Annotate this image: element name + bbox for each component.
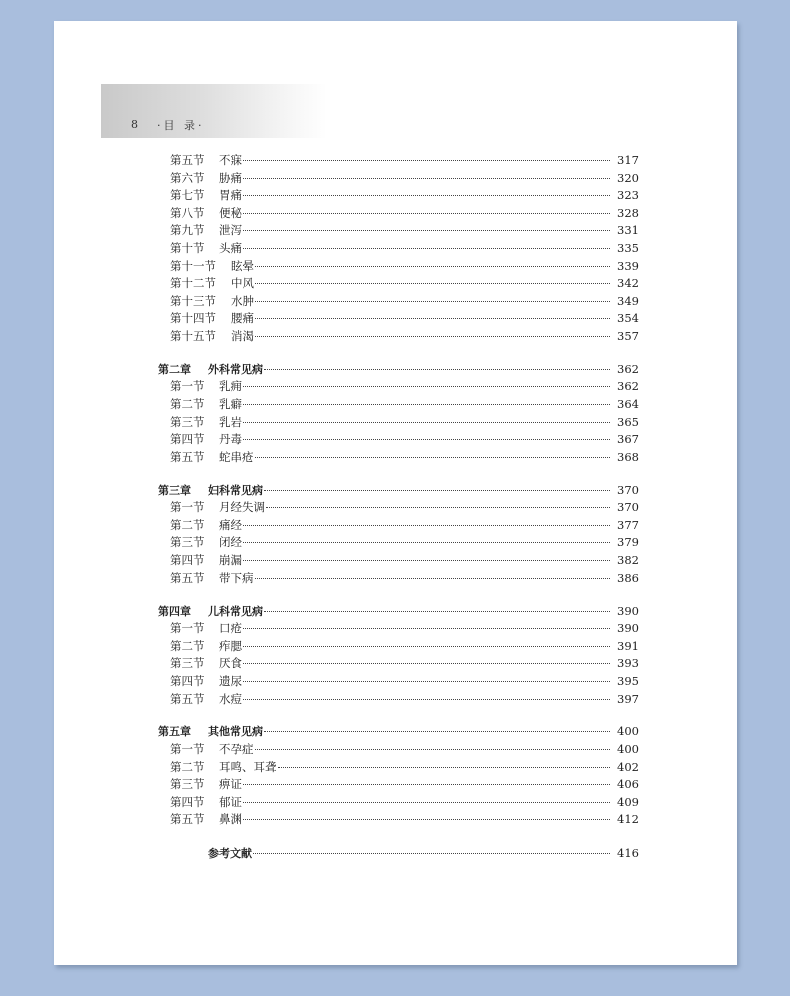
dot-leader — [243, 178, 610, 179]
toc-entry-title: 郁证 — [219, 794, 242, 809]
toc-section-entry — [158, 170, 639, 188]
toc-section-entry — [158, 534, 639, 552]
toc-chapter-entry — [158, 361, 639, 379]
toc-entry-title: 儿科常见病 — [208, 604, 263, 618]
toc-entry-title: 闭经 — [219, 535, 242, 550]
toc-page-number: 409 — [617, 794, 639, 809]
toc-page-number: 364 — [617, 397, 639, 412]
toc-page-number: 386 — [617, 570, 639, 585]
toc-entry-label: 第三节 — [170, 535, 205, 550]
dot-leader — [243, 699, 610, 700]
toc-page-number: 320 — [617, 170, 639, 185]
dot-leader — [255, 457, 611, 458]
toc-chapter-entry — [158, 603, 639, 621]
toc-entry-title: 厌食 — [219, 656, 242, 671]
toc-section-entry — [158, 222, 639, 240]
toc-section-entry — [158, 741, 639, 759]
toc-section-entry — [158, 414, 639, 432]
toc-page-number: 331 — [617, 223, 639, 238]
toc-section-entry — [158, 275, 639, 293]
toc-page-number: 391 — [617, 638, 639, 653]
spacer — [158, 587, 639, 602]
toc-page-number: 379 — [617, 535, 639, 550]
toc-entry-label: 第三节 — [170, 656, 205, 671]
toc-entry-label: 第三节 — [170, 777, 205, 792]
toc-page-number: 342 — [617, 276, 639, 291]
toc-page-number: 390 — [617, 603, 639, 618]
toc-entry-label: 第二节 — [170, 759, 205, 774]
dot-leader — [243, 195, 610, 196]
toc-entry-label: 第一节 — [170, 621, 205, 636]
toc-entry-title: 丹毒 — [219, 432, 242, 447]
toc-entry-label: 第十二节 — [170, 276, 216, 291]
toc-entry-label: 第十四节 — [170, 311, 216, 326]
toc-page-number: 362 — [617, 361, 639, 376]
dot-leader — [243, 160, 610, 161]
toc-entry-title: 月经失调 — [219, 500, 265, 515]
toc-section-entry — [158, 258, 639, 276]
toc-entry-title: 耳鸣、耳聋 — [219, 759, 277, 774]
toc-entry-title: 消渴 — [231, 328, 254, 343]
toc-entry-label: 第八节 — [170, 205, 205, 220]
toc-section-entry — [158, 776, 639, 794]
toc-section-entry — [158, 794, 639, 812]
toc-page-number: 382 — [617, 553, 639, 568]
dot-leader — [243, 525, 610, 526]
dot-leader — [243, 404, 610, 405]
toc-section-entry — [158, 655, 639, 673]
toc-entry-label: 第二节 — [170, 517, 205, 532]
dot-leader — [243, 646, 610, 647]
toc-section-entry — [158, 517, 639, 535]
toc-entry-label: 第四节 — [170, 553, 205, 568]
toc-entry-title: 乳痈 — [219, 379, 242, 394]
toc-section-entry — [158, 449, 639, 467]
toc-entry-title: 水肿 — [231, 293, 254, 308]
dot-leader — [243, 628, 610, 629]
toc-entry-title: 口疮 — [219, 621, 242, 636]
toc-page-number: 400 — [617, 742, 639, 756]
toc-page-number: 367 — [617, 432, 639, 447]
toc-entry-label: 第五节 — [170, 691, 205, 706]
toc-section-entry — [158, 570, 639, 588]
running-title: ·目 录· — [157, 119, 205, 132]
toc-entry-title: 不孕症 — [219, 742, 254, 756]
toc-page-number: 339 — [617, 258, 639, 273]
toc-entry-title: 乳癖 — [219, 397, 242, 412]
toc-entry-title: 蛇串疮 — [219, 449, 254, 464]
dot-leader — [243, 784, 610, 785]
toc-entry-title: 胃痛 — [219, 188, 242, 203]
toc-entry-title: 痛经 — [219, 517, 242, 532]
toc-entry-label: 第四节 — [170, 673, 205, 688]
toc-chapter-entry — [158, 482, 639, 500]
toc-entry-label: 第十五节 — [170, 328, 216, 343]
toc-entry-title: 妇科常见病 — [208, 483, 263, 497]
toc-section-entry — [158, 811, 639, 829]
dot-leader — [243, 663, 610, 664]
toc-entry-title: 参考文献 — [208, 846, 252, 860]
toc-section-entry — [158, 328, 639, 346]
dot-leader — [255, 318, 610, 319]
toc-page-number: 406 — [617, 777, 639, 792]
toc-entry-label: 第三章 — [158, 483, 191, 497]
toc-entry-title: 带下病 — [219, 570, 254, 585]
toc-entry-title: 泄泻 — [219, 223, 242, 238]
toc-section-entry — [158, 152, 639, 170]
toc-section-entry — [158, 552, 639, 570]
toc-page-number: 365 — [617, 414, 639, 429]
toc-section-entry — [158, 499, 639, 517]
toc-entry-label: 第一节 — [170, 379, 205, 394]
toc-entry-label: 第四节 — [170, 794, 205, 809]
toc-section-entry — [158, 620, 639, 638]
toc-section-entry — [158, 187, 639, 205]
toc-entry-label: 第四章 — [158, 604, 191, 618]
toc-entry-label: 第十三节 — [170, 293, 216, 308]
toc-entry-title: 便秘 — [219, 205, 242, 220]
dot-leader — [243, 681, 610, 682]
toc-entry-title: 胁痛 — [219, 170, 242, 185]
toc-entry-label: 第一节 — [170, 500, 205, 515]
dot-leader — [255, 266, 610, 267]
dot-leader — [243, 213, 610, 214]
toc-page-number: 377 — [617, 517, 639, 532]
toc-entry-label: 第一节 — [170, 742, 205, 756]
dot-leader — [266, 507, 610, 508]
toc-entry-title: 外科常见病 — [208, 362, 263, 376]
toc-entry-title: 乳岩 — [219, 414, 242, 429]
toc-section-entry — [158, 205, 639, 223]
dot-leader — [255, 336, 610, 337]
toc-page-number: 323 — [617, 188, 639, 203]
toc-entry-label: 第五章 — [158, 725, 191, 739]
dot-leader — [243, 542, 610, 543]
dot-leader — [264, 490, 610, 491]
toc-section-entry — [158, 759, 639, 777]
spacer — [158, 708, 639, 723]
dot-leader — [243, 819, 610, 820]
dot-leader — [243, 422, 610, 423]
toc-entry-title: 眩晕 — [231, 258, 254, 273]
toc-page-number: 395 — [617, 673, 639, 688]
toc-entry-label: 第五节 — [170, 812, 205, 827]
toc-entry-label: 第二章 — [158, 362, 191, 376]
toc-page-number: 354 — [617, 311, 639, 326]
dot-leader — [243, 248, 610, 249]
dot-leader — [264, 611, 610, 612]
toc-chapter-entry — [158, 723, 639, 741]
dot-leader — [243, 802, 610, 803]
toc-page-number: 390 — [617, 621, 639, 636]
toc-entry-label: 第五节 — [170, 449, 205, 464]
dot-leader — [255, 749, 611, 750]
dot-leader — [243, 230, 610, 231]
toc-page-number: 362 — [617, 379, 639, 394]
toc-entry-label: 第二节 — [170, 638, 205, 653]
toc-section-entry — [158, 293, 639, 311]
spacer — [158, 346, 639, 361]
toc-page-number: 402 — [617, 759, 639, 774]
toc-entry-title: 水痘 — [219, 691, 242, 706]
toc-entry-title: 痄腮 — [219, 638, 242, 653]
toc-page-number: 357 — [617, 328, 639, 343]
toc-page-number: 349 — [617, 293, 639, 308]
toc-references-entry — [158, 845, 639, 863]
toc-page-number: 317 — [617, 153, 639, 167]
table-of-contents — [158, 152, 639, 862]
toc-entry-label: 第三节 — [170, 414, 205, 429]
toc-section-entry — [158, 396, 639, 414]
document-page — [54, 21, 737, 965]
toc-page-number: 412 — [617, 812, 639, 827]
dot-leader — [243, 439, 610, 440]
toc-entry-title: 其他常见病 — [208, 725, 263, 739]
dot-leader — [255, 283, 610, 284]
toc-page-number: 400 — [617, 724, 639, 739]
toc-page-number: 397 — [617, 691, 639, 706]
toc-entry-title: 头痛 — [219, 240, 242, 255]
dot-leader — [255, 578, 611, 579]
toc-entry-label: 第五节 — [170, 570, 205, 585]
toc-entry-label: 第二节 — [170, 397, 205, 412]
spacer — [158, 466, 639, 481]
dot-leader — [278, 767, 611, 768]
page-number: 8 — [131, 118, 138, 131]
toc-section-entry — [158, 310, 639, 328]
toc-entry-title: 遗尿 — [219, 673, 242, 688]
toc-entry-title: 不寐 — [219, 153, 242, 167]
spacer — [158, 829, 639, 845]
toc-entry-label: 第十节 — [170, 240, 205, 255]
toc-section-entry — [158, 378, 639, 396]
toc-entry-label: 第四节 — [170, 432, 205, 447]
toc-entry-label: 第七节 — [170, 188, 205, 203]
toc-page-number: 335 — [617, 240, 639, 255]
dot-leader — [243, 386, 610, 387]
toc-section-entry — [158, 240, 639, 258]
toc-entry-label: 第十一节 — [170, 258, 216, 273]
toc-section-entry — [158, 638, 639, 656]
toc-page-number: 416 — [617, 845, 639, 860]
toc-page-number: 368 — [617, 449, 639, 464]
toc-page-number: 328 — [617, 205, 639, 220]
toc-entry-title: 崩漏 — [219, 553, 242, 568]
toc-page-number: 370 — [617, 482, 639, 497]
dot-leader — [264, 369, 610, 370]
dot-leader — [253, 853, 610, 854]
toc-page-number: 393 — [617, 656, 639, 671]
toc-entry-title: 痹证 — [219, 777, 242, 792]
toc-entry-label: 第九节 — [170, 223, 205, 238]
toc-section-entry — [158, 673, 639, 691]
toc-entry-title: 中风 — [231, 276, 254, 291]
dot-leader — [264, 731, 610, 732]
toc-entry-title: 鼻渊 — [219, 812, 242, 827]
dot-leader — [255, 301, 610, 302]
toc-page-number: 370 — [617, 500, 639, 515]
dot-leader — [243, 560, 610, 561]
toc-entry-label: 第五节 — [170, 153, 205, 167]
toc-section-entry — [158, 691, 639, 709]
toc-entry-label: 第六节 — [170, 170, 205, 185]
toc-section-entry — [158, 431, 639, 449]
toc-entry-title: 腰痛 — [231, 311, 254, 326]
